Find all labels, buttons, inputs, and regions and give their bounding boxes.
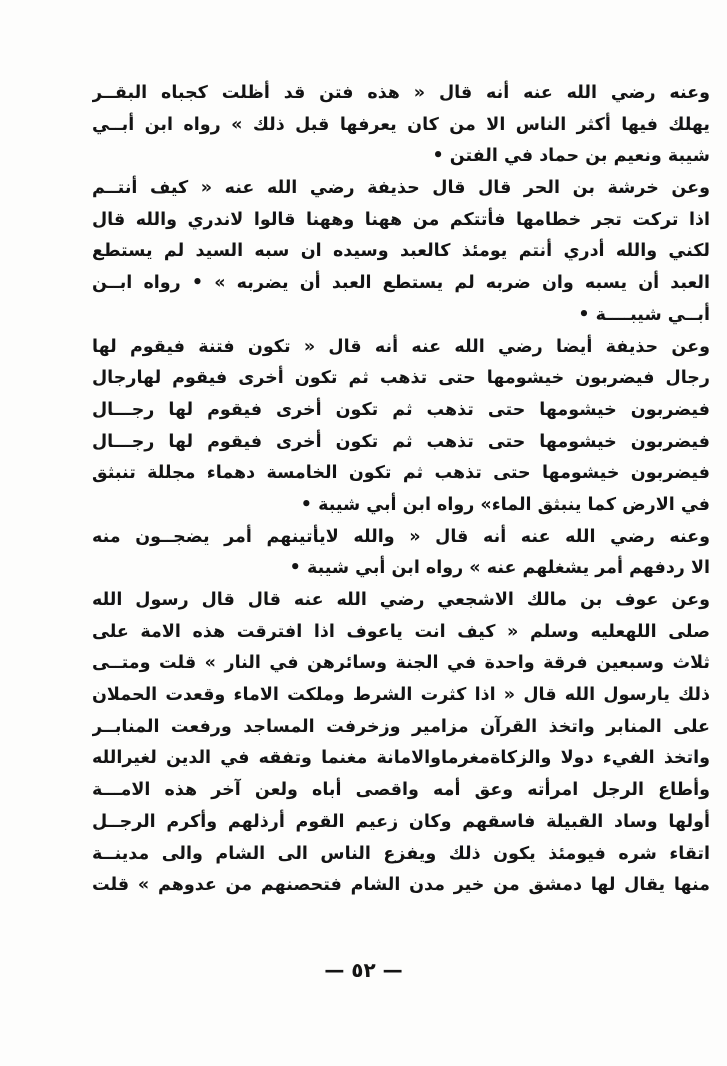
body-text [92, 78, 710, 902]
text-line: على المنابر واتخذ القرآن مزامير وزخرفت المساجد ورفعت المنابــر [92, 716, 710, 737]
text-line: وعن عوف بن مالك الاشجعي رضي الله عنه قال قال رسول الله [92, 590, 710, 610]
text-line: الا ردفهم أمر يشغلهم عنه » رواه ابن أبي شيبة • [289, 558, 710, 579]
text-line: أبــي شيبــــة • [578, 304, 710, 325]
text-line: يهلك فيها أكثر الناس الا من كان يعرفها قبل ذلك » رواه ابن أبــي [92, 114, 710, 135]
text-line: لكني والله أدري أنتم يومئذ كالعبد وسيده ان سبه السيد لم يستطع [92, 241, 710, 262]
text-line: وعن حذيفة أيضا رضي الله عنه أنه قال « تكون فتنة فيقوم لها [92, 336, 710, 357]
text-line: وعنه رضي الله عنه أنه قال « والله لايأتينهم أمر يضجــون منه [92, 526, 710, 547]
text-line: في الارض كما ينبثق الماء» رواه ابن أبي شيبة • [300, 494, 710, 515]
text-line: وعنه رضي الله عنه أنه قال « هذه فتن قد أظلت كجباه البقــر [92, 83, 710, 103]
text-line: شيبة ونعيم بن حماد في الفتن • [432, 146, 710, 167]
page-number: — ٥٢ — [324, 958, 403, 982]
text-line: ثلاث وسبعين فرقة واحدة في الجنة وسائرهن في النار » قلت ومتــى [92, 653, 710, 674]
text-line: وعن خرشة بن الحر قال قال حذيفة رضي الله عنه « كيف أنتــم [92, 178, 710, 199]
text-line: منها يقال لها دمشق من خير مدن الشام فتحصنهم من عدوهم » قلت [92, 875, 710, 896]
text-line: رجال فيضربون خيشومها حتى تذهب ثم تكون أخرى فيقوم لهارجال [92, 368, 710, 389]
text-line: وأطاع الرجل امرأته وعق أمه واقصى أباه ولعن آخر هذه الامـــة [92, 780, 710, 801]
text-line: واتخذ الفيء دولا والزكاةمغرماوالامانة مغنما وتفقه في الدين لغيرالله [92, 748, 710, 769]
text-line: فيضربون خيشومها حتى تذهب ثم تكون الخامسة دهماء مجللة تنبثق [92, 463, 710, 484]
text-line: فيضربون خيشومها حتى تذهب ثم تكون أخرى فيقوم لها رجـــال [92, 431, 710, 452]
text-line: أولها وساد القبيلة فاسقهم وكان زعيم القوم أرذلهم وأكرم الرجــل [92, 811, 710, 832]
text-line: صلى اللهعليه وسلم « كيف انت ياعوف اذا افترقت هذه الامة على [92, 621, 710, 642]
text-line: اذا تركت تجر خطامها فأتتكم من ههنا وههنا قالوا لاندري والله قال [92, 209, 710, 230]
text-line: فيضربون خيشومها حتى تذهب ثم تكون أخرى فيقوم لها رجـــال [92, 399, 710, 420]
text-line: ذلك يارسول الله قال « اذا كثرت الشرط وملكت الاماء وقعدت الحملان [92, 685, 710, 706]
text-line: اتقاء شره فيومئذ يكون ذلك ويفزع الناس الى الشام والى مدينــة [92, 843, 710, 864]
text-line: العبد أن يسبه وان ضربه لم يستطع العبد أن يضربه » • رواه ابــن [92, 273, 710, 294]
